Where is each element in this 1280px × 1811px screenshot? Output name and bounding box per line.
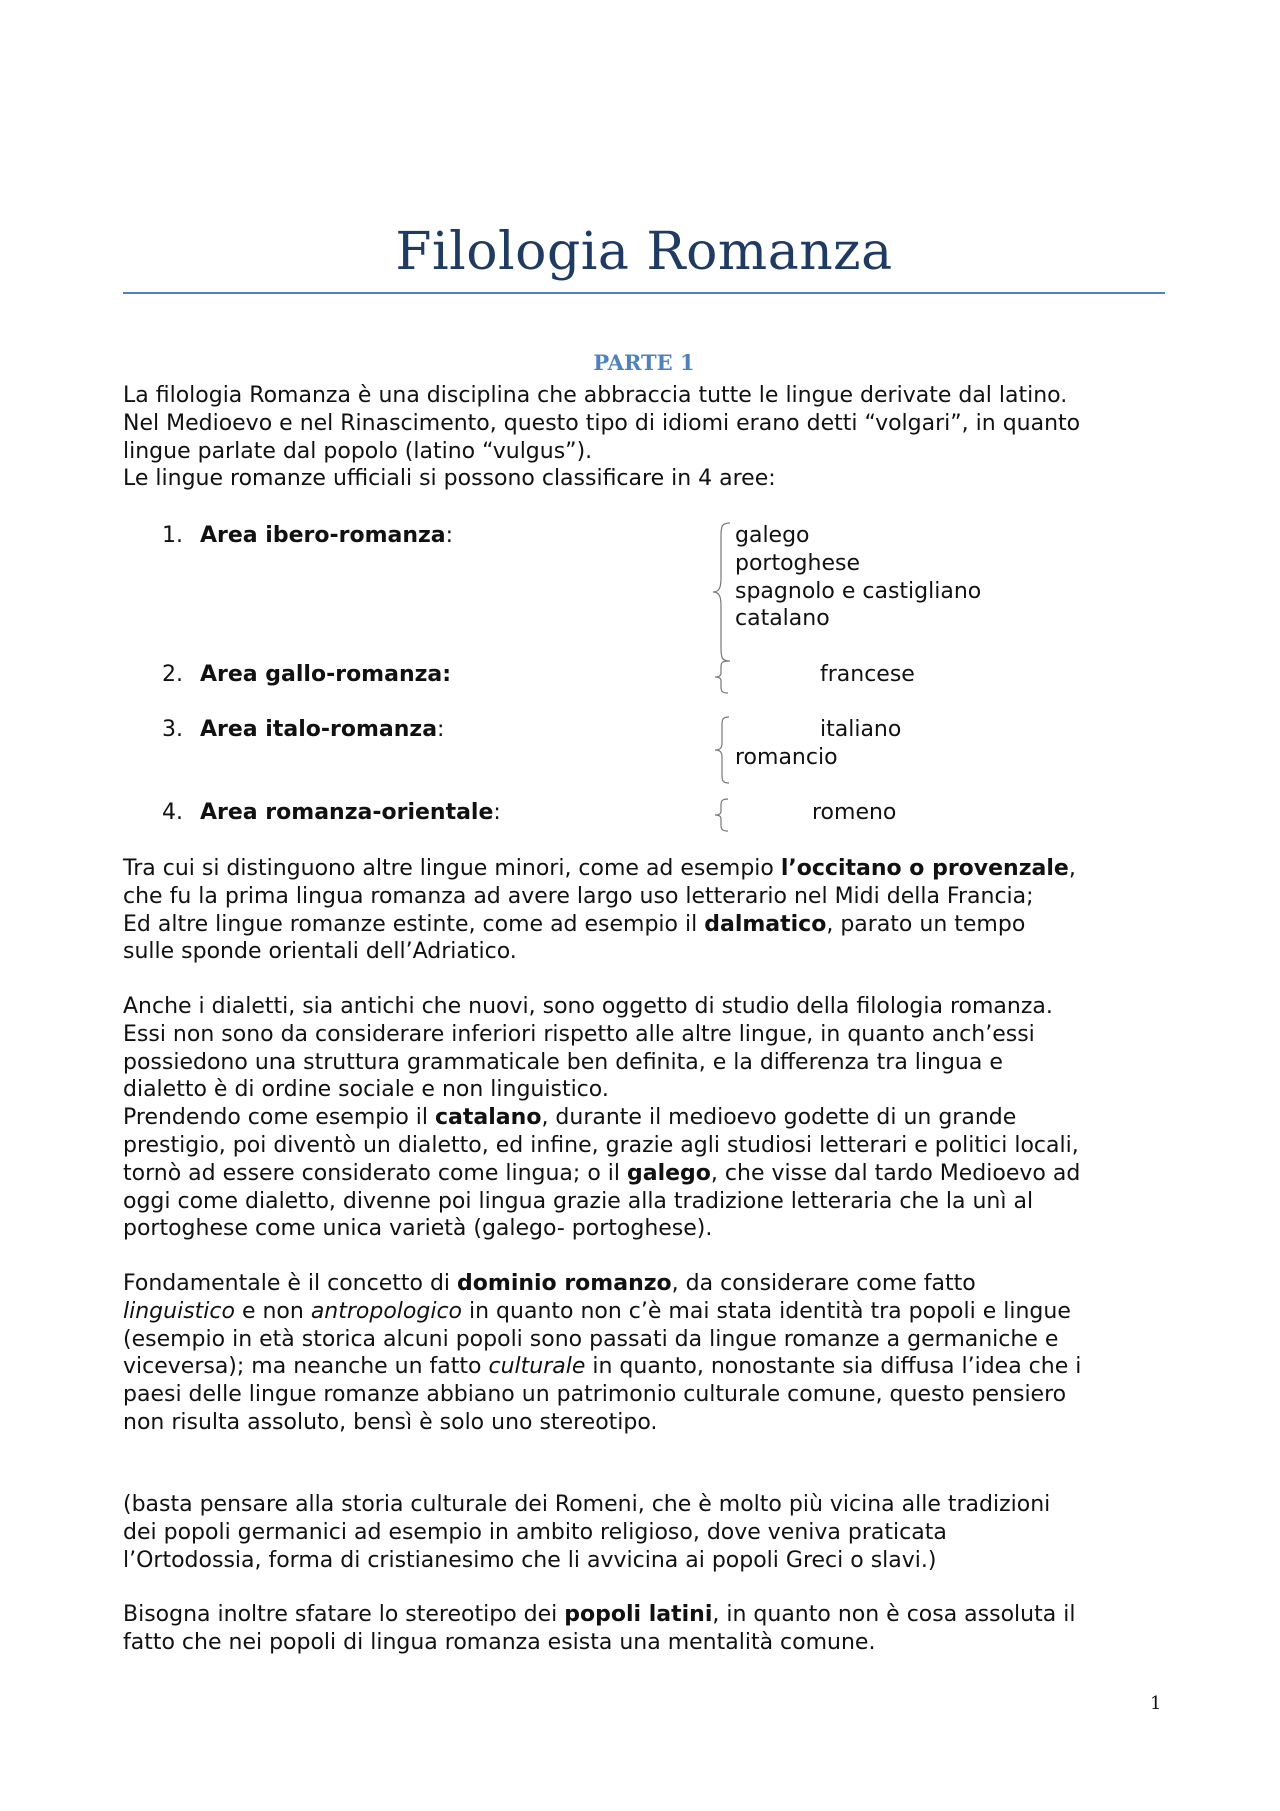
paragraph-line: portoghese come unica varietà (galego- portoghese). — [123, 1216, 713, 1242]
list-number: 2. — [162, 662, 183, 687]
paragraph-line: paesi delle lingue romanze abbiano un patrimonio culturale comune, questo pensiero — [123, 1382, 1067, 1408]
dominio-romanzo-paragraph — [123, 1270, 1183, 1437]
intro-line: Nel Medioevo e nel Rinascimento, questo tipo di idiomi erano detti “volgari”, in quanto — [123, 410, 1081, 436]
paragraph-line: Anche i dialetti, sia antichi che nuovi, sono oggetto di studio della filologia romanza. — [123, 994, 1053, 1019]
language-item: spagnolo e castigliano — [735, 578, 982, 604]
paragraph-line: che fu la prima lingua romanza ad avere largo uso letterario nel Midi della Francia; — [123, 883, 1034, 909]
area-name: Area italo-romanza — [200, 717, 438, 742]
language-item: portoghese — [735, 550, 860, 576]
area-2-languages — [820, 661, 915, 689]
paragraph-line: dialetto è di ordine sociale e non linguistico. — [123, 1077, 609, 1103]
area-name: Area romanza-orientale — [200, 800, 494, 825]
paragraph-line: dei popoli germanici ad esempio in ambito religioso, dove veniva praticata — [123, 1519, 947, 1545]
paragraph-line: Fondamentale è il concetto di dominio romanzo, da considerare come fatto — [123, 1271, 976, 1296]
paragraph-line: linguistico e non antropologico in quanto non c’è mai stata identità tra popoli e lingue — [123, 1298, 1071, 1324]
paragraph-line: Tra cui si distinguono altre lingue minori, come ad esempio l’occitano o provenzale, — [123, 856, 1076, 881]
paragraph-line: Prendendo come esempio il catalano, durante il medioevo godette di un grande — [123, 1105, 1017, 1131]
paragraph-line: Bisogna inoltre sfatare lo stereotipo dei popoli latini, in quanto non è cosa assoluta il — [123, 1602, 1076, 1627]
paragraph-line: tornò ad essere considerato come lingua; o il galego, che visse dal tardo Medioevo ad — [123, 1160, 1081, 1186]
area-suffix: : — [445, 523, 454, 548]
brace-icon — [710, 522, 734, 662]
popoli-latini-paragraph — [123, 1601, 1183, 1657]
paragraph-line: non risulta assoluto, bensì è solo uno stereotipo. — [123, 1409, 658, 1435]
area-3-language-1 — [820, 716, 901, 744]
area-3-language-2 — [735, 744, 838, 772]
minor-languages-paragraph — [123, 855, 1183, 966]
paragraph-line: prestigio, poi diventò un dialetto, ed infine, grazie agli studiosi letterari e politici locali, — [123, 1132, 1079, 1158]
section-heading: PARTE 1 — [593, 350, 695, 375]
paragraph-line: Essi non sono da considerare inferiori rispetto alle altre lingue, in quanto anch’essi — [123, 1021, 1035, 1047]
paragraph-line: Ed altre lingue romanze estinte, come ad esempio il dalmatico, parato un tempo — [123, 911, 1026, 937]
title-underline — [123, 292, 1165, 294]
area-1-languages — [735, 522, 981, 633]
paragraph-line: sulle sponde orientali dell’Adriatico. — [123, 939, 517, 965]
paragraph-line: possiedono una struttura grammaticale ben definita, e la differenza tra lingua e — [123, 1049, 1003, 1075]
paragraph-line: viceversa); ma neanche un fatto culturale in quanto, nonostante sia diffusa l’idea che i — [123, 1354, 1082, 1380]
area-suffix: : — [437, 717, 445, 742]
brace-icon — [712, 798, 732, 832]
paragraph-line: (basta pensare alla storia culturale dei Romeni, che è molto più vicina alle tradizioni — [123, 1492, 1051, 1517]
area-item-1 — [162, 522, 453, 550]
language-item: romeno — [812, 800, 897, 825]
area-item-3 — [162, 716, 444, 744]
language-item: francese — [820, 662, 915, 687]
intro-line: Le lingue romanze ufficiali si possono classificare in 4 aree: — [123, 466, 776, 492]
paragraph-line: l’Ortodossia, forma di cristianesimo che li avvicina ai popoli Greci o slavi.) — [123, 1547, 937, 1573]
intro-line: lingue parlate dal popolo (latino “vulgus”). — [123, 438, 593, 464]
dialects-paragraph — [123, 993, 1183, 1243]
page-number: 1 — [1150, 1693, 1162, 1714]
brace-icon — [712, 716, 732, 784]
area-item-4 — [162, 799, 501, 827]
paragraph-line: (esempio in età storica alcuni popoli sono passati da lingue romanze a germaniche e — [123, 1326, 1059, 1352]
list-number: 4. — [162, 800, 183, 825]
paragraph-line: fatto che nei popoli di lingua romanza esista una mentalità comune. — [123, 1629, 876, 1655]
intro-line: La filologia Romanza è una disciplina che abbraccia tutte le lingue derivate dal latino. — [123, 383, 1068, 408]
document-title: Filologia Romanza — [395, 222, 893, 282]
brace-icon — [712, 660, 732, 694]
area-4-languages — [812, 799, 896, 827]
romeni-paragraph — [123, 1491, 1183, 1574]
paragraph-line: oggi come dialetto, divenne poi lingua grazie alla tradizione letteraria che la unì al — [123, 1188, 1034, 1214]
intro-paragraph — [123, 382, 1183, 493]
area-item-2 — [162, 661, 451, 689]
area-name: Area ibero-romanza — [200, 523, 446, 548]
language-item: catalano — [735, 606, 830, 632]
area-suffix: : — [493, 800, 501, 825]
list-number: 1. — [162, 523, 183, 548]
area-name: Area gallo-romanza: — [200, 662, 452, 687]
language-item: romancio — [735, 745, 838, 770]
list-number: 3. — [162, 717, 183, 742]
language-item: italiano — [820, 717, 902, 742]
language-item: galego — [735, 523, 810, 548]
